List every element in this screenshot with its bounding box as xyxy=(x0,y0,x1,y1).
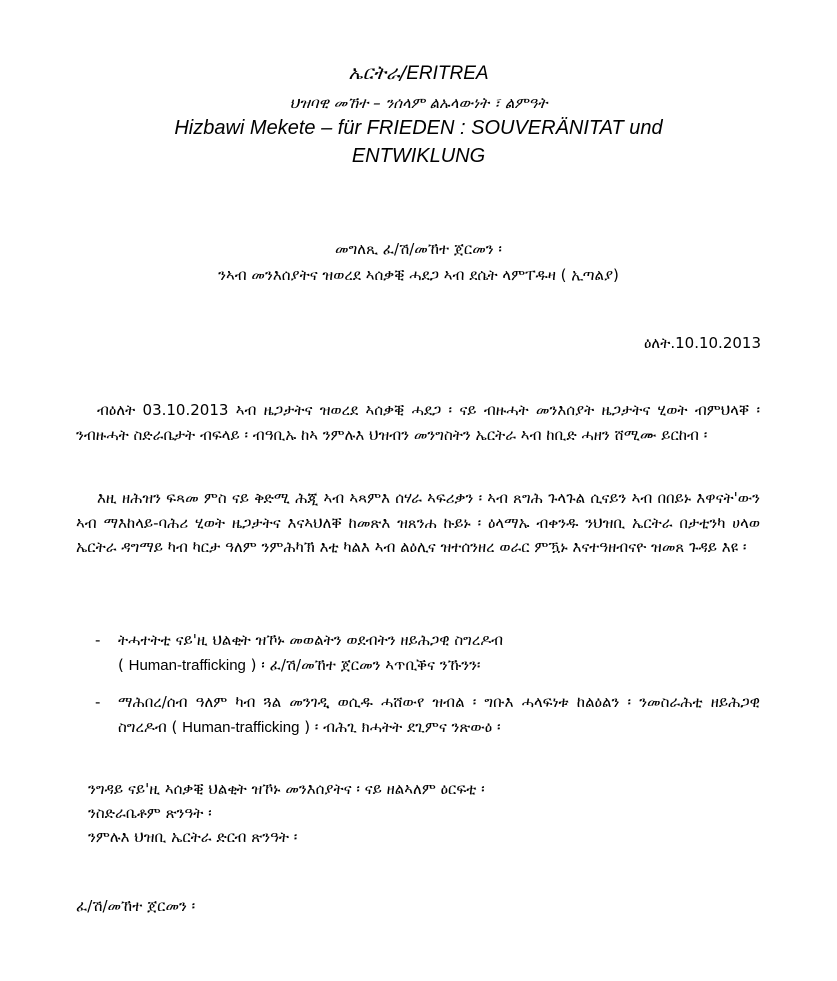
closing-line-1: ንግዳይ ናይ'ዚ ኣሰቃቒ ህልቂት ዝኾኑ መንእሰያትና ፡ ናይ ዘልኣለም ዕርፍቲ ፡ xyxy=(88,780,485,798)
bullet-1-line-2-post: ) ፡ ፈ/ሽ/መኸተ ጀርመን ኣጥቢቕና ንኹንን፡ xyxy=(245,655,481,674)
bullet-2-dash: - xyxy=(95,693,101,711)
statement-title: መግለጺ ፈ/ሽ/መኸተ ጀርመን ፡ xyxy=(335,240,502,258)
header-country xyxy=(0,62,837,85)
header-organization-ethiopic: ህዝባዊ መኸተ – ንሰላም ልኡላውነት ፣ ልምዓት xyxy=(289,94,548,112)
bullet-1-line-2 xyxy=(118,653,758,679)
bullet-1-term: Human-trafficking xyxy=(128,656,246,674)
closing-line-3: ንምሉእ ህዝቢ ኤርትራ ድርብ ጽንዓት ፡ xyxy=(88,828,298,846)
header-country-ethiopic: ኤርትራ/ xyxy=(348,62,407,84)
bullet-2-text xyxy=(118,690,760,740)
header-organization-german-cont: ENTWIKLUNG xyxy=(351,145,486,167)
bullet-2-term: Human-trafficking xyxy=(182,718,300,736)
bullet-1-text xyxy=(118,628,758,678)
statement-subject: ንኣብ መንእሰያትና ዝወረደ ኣሰቃቒ ሓደጋ ኣብ ደሴት ላምፐዱዛ ( ኢጣልያ) xyxy=(218,266,619,284)
closing-line-2: ንስድራቤቶም ጽንዓት ፡ xyxy=(88,804,212,822)
paragraph-2: እዚ ዘሕዝን ፍጻመ ምስ ናይ ቅድሚ ሕጂ ኣብ ኣጻምእ ሰሃራ ኣፍሪቃን ፡ ኣብ ጸግሕ ጉላጉል ሲናይን ኣብ በበይኑ እዋናት'ውን ኣብ ማእከላይ-ባሕሪ ሂወት ዜጋታትና እናኣህለቐ ከመጽእ ዝጸንሐ ኩይኑ ፡ ዕላማኡ ብቀንዱ ንህዝቢ ኤርትራ በታቲንካ ሀላወ ኤርትራ ዳግማይ ካብ ካርታ ዓለም ንምሕካኽ እቲ ካልእ ኣብ ልዕሊና ዝተሰንዘረ ወራር ምዃኑ እናተዓዘብናዮ ዝመጸ ጉዳይ እዩ ፡ xyxy=(76,489,760,556)
bullet-1-line-2-pre: ( xyxy=(118,655,129,674)
paragraph-1: ብዕለት 03.10.2013 ኣብ ዜጋታትና ዝወረደ ኣሰቃቒ ሓደጋ ፡ ናይ ብዙሓት መንእሰያት ዜጋታትና ሂወት ብምህላቐ ፡ ንብዙሓት ስድራቤታት ብፍላይ ፡ ብዓቢኡ ከኣ ንምሉእ ህዝብን መንግስትን ኤርትራ ኣብ ከቢድ ሓዘን ሸሚሙ ይርከብ ፡ xyxy=(76,401,760,444)
bullet-1-line-1: ትሓተትቲ ናይ'ዚ ህልቂት ዝኾኑ መወልትን ወደብትን ዘይሕጋዊ ስግረዶብ xyxy=(118,631,504,649)
bullet-2-text-pre: ማሕበረ/ሰብ ዓለም ካብ ጓል መንገዲ ወሲዱ ሓሸውየ ዝብል ፡ ግቡእ ሓላፍነቱ ከልዕልን ፡ ንመስራሕቲ ዘይሕጋዊ ስግረዶብ ( xyxy=(118,693,760,736)
signature: ፈ/ሽ/መኸተ ጀርመን ፡ xyxy=(76,897,196,915)
bullet-1-dash: - xyxy=(95,631,101,649)
document-date: ዕለት.10.10.2013 xyxy=(644,334,761,352)
header-organization-german: Hizbawi Mekete – für FRIEDEN : SOUVERÄNITAT und xyxy=(174,117,663,139)
bullet-2-text-post: ) ፡ ብሕጊ ክሓትት ደጊምና ንጽውዕ ፡ xyxy=(299,717,501,736)
header-country-latin: ERITREA xyxy=(406,63,489,84)
